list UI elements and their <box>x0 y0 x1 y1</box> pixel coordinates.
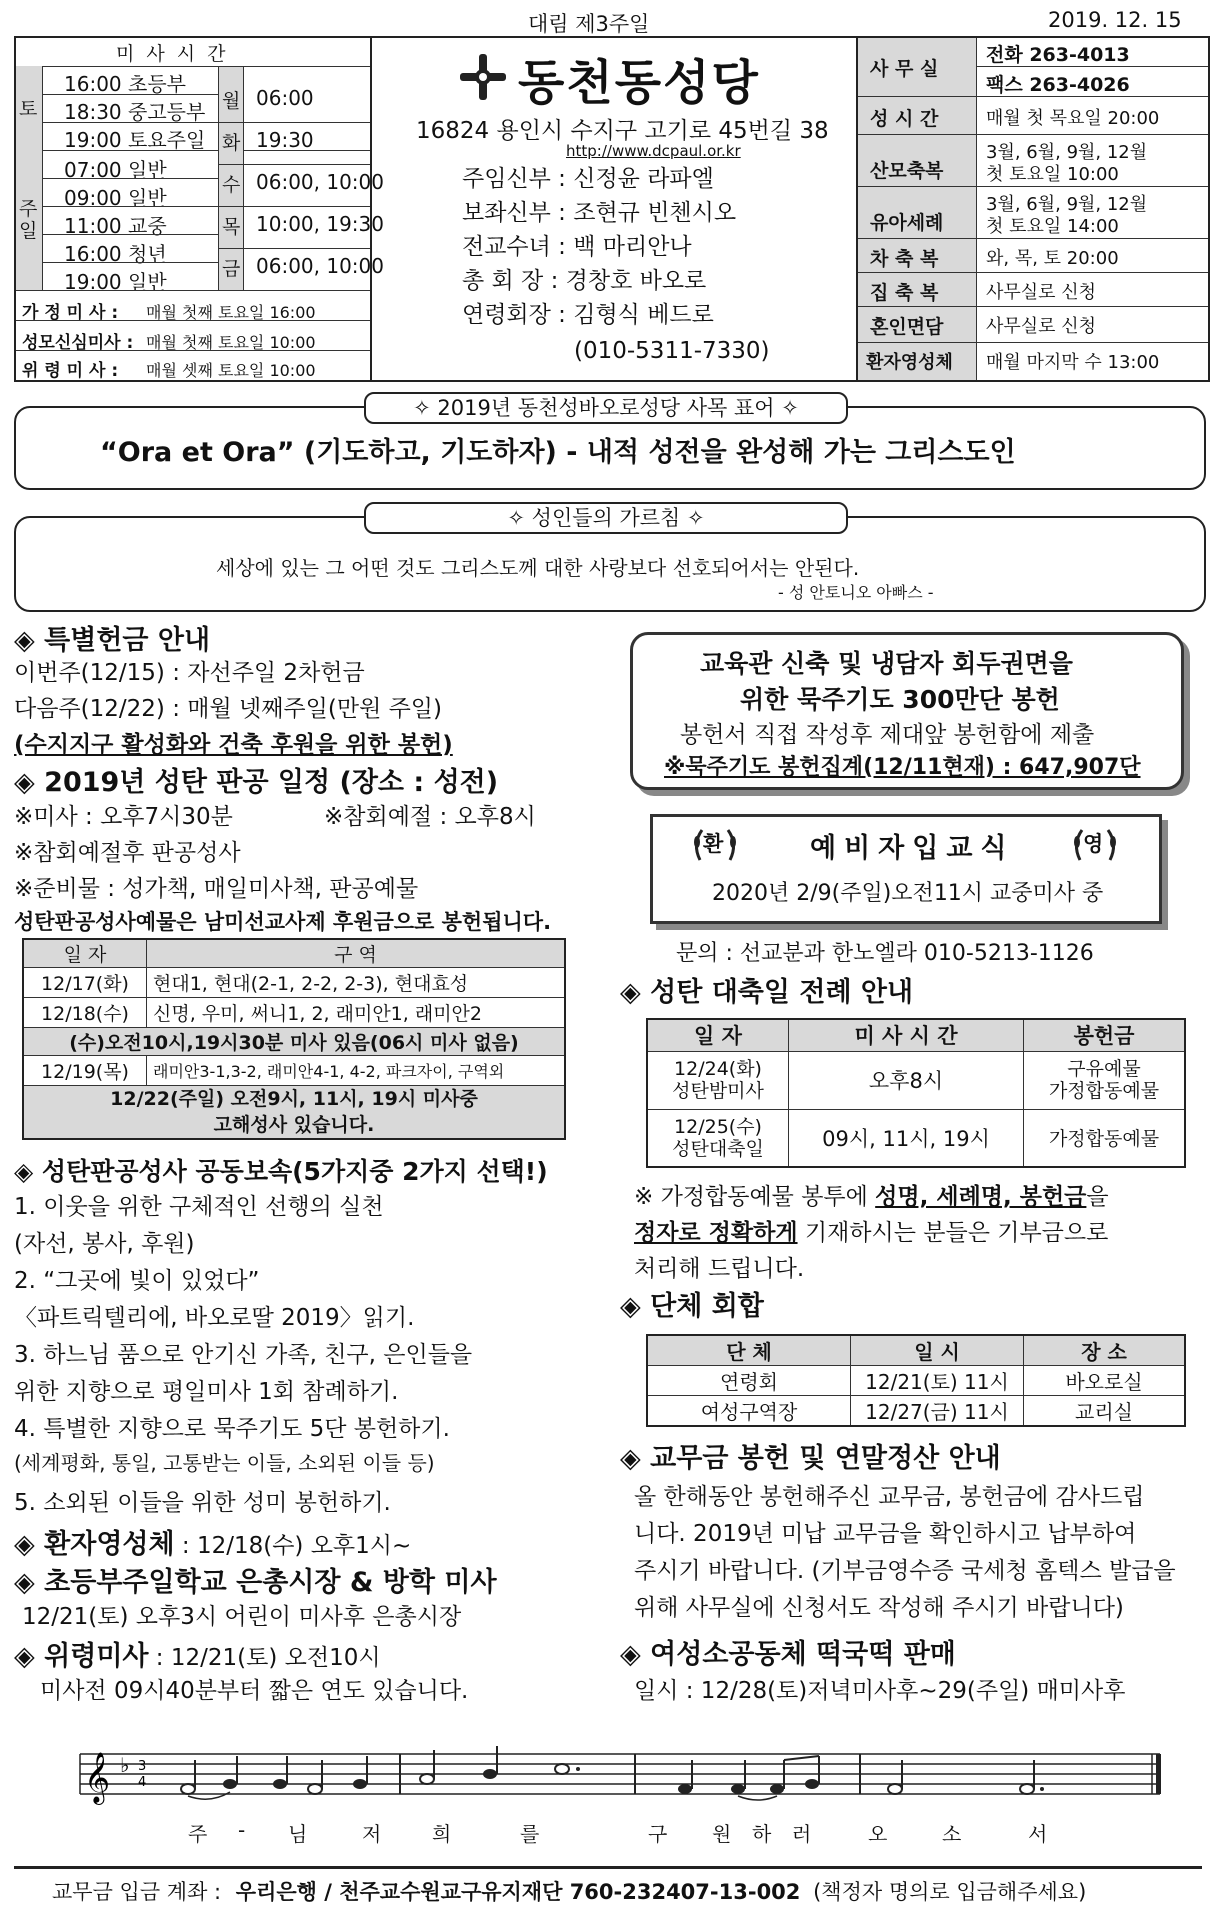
table-header: 구 역 <box>147 939 566 968</box>
list-item: 위한 지향으로 평일미사 1회 참례하기. <box>14 1379 399 1405</box>
confession-penance-time: ※참회예절 : 오후8시 <box>324 804 536 830</box>
footer-bank: 우리은행 / 천주교수원교구유지재단 760-232407-13-002 <box>235 1880 801 1904</box>
note-text: 기재하시는 분들은 기부금으로 <box>797 1220 1109 1246</box>
marian-mass-value: 매월 첫째 토요일 10:00 <box>146 333 316 352</box>
house-blessing-label: 집 축 복 <box>870 282 939 304</box>
sun-mass-4: 16:00 청년 <box>64 242 167 266</box>
staff-name: 조현규 빈첸시오 <box>573 200 737 226</box>
lyric-syllable: 희 <box>432 1822 452 1846</box>
table-header: 미 사 시 간 <box>789 1019 1024 1051</box>
footer-note: (책정자 명의로 입금해주세요) <box>813 1880 1087 1904</box>
saturday-label: 토 <box>19 98 38 120</box>
table-cell: 12/21(토) 11시 <box>851 1366 1024 1396</box>
parish-name: 동천동성당 <box>518 55 760 111</box>
weekday-fri: 금 <box>222 258 241 280</box>
lyric-syllable: 서 <box>1028 1822 1048 1846</box>
sun-mass-1: 07:00 일반 <box>64 158 167 182</box>
family-mass-label: 가 정 미 사 : <box>22 303 119 323</box>
sun-mass-2: 09:00 일반 <box>64 186 167 210</box>
mass-time-table <box>14 36 384 382</box>
lyric-syllable: 를 <box>520 1822 540 1846</box>
christmas-note-3: 처리해 드립니다. <box>634 1256 805 1282</box>
car-blessing-value: 와, 목, 토 20:00 <box>986 248 1119 269</box>
sat-mass-1: 16:00 초등부 <box>64 72 186 96</box>
cell-line: 구유예물 <box>1067 1058 1141 1080</box>
confession-title: ◈ 2019년 성탄 판공 일정 (장소 : 성전) <box>14 767 499 798</box>
table-cell <box>647 1051 789 1109</box>
table-cell: (수)오전10시,19시30분 미사 있음(06시 미사 없음) <box>23 1028 565 1056</box>
house-blessing-value: 사무실로 신청 <box>986 282 1097 303</box>
table-header: 봉헌금 <box>1024 1019 1186 1051</box>
note-emphasis: 성명, 세례명, 봉헌금 <box>875 1184 1087 1210</box>
parish-address: 16824 용인시 수지구 고기로 45번길 38 <box>416 118 829 144</box>
lyric-syllable: 구 <box>648 1822 668 1846</box>
cell-line: 가정합동예물 <box>1048 1080 1160 1102</box>
footer-divider <box>14 1866 1202 1869</box>
motto-text: “Ora et Ora” (기도하고, 기도하자) - 내적 성전을 완성해 가는 그리스도인 <box>100 437 1016 468</box>
table-header: 일 자 <box>23 939 147 968</box>
family-mass-value: 매월 첫째 토요일 16:00 <box>146 303 316 322</box>
special-offering-note: (수지지구 활성화와 건축 후원을 위한 봉헌) <box>14 732 453 758</box>
staff-name: 백 마리안나 <box>573 234 692 260</box>
sat-mass-2: 18:30 중고등부 <box>64 100 206 124</box>
table-cell <box>1024 1051 1186 1109</box>
dues-line: 니다. 2019년 미납 교무금을 확인하시고 납부하여 <box>634 1521 1137 1547</box>
lyric-syllable: 저 <box>362 1822 382 1846</box>
list-item: (세계평화, 통일, 고통받는 이들, 소외된 이들 등) <box>14 1451 435 1475</box>
staff-list <box>462 160 842 330</box>
staff-role: 주임신부 <box>462 166 551 192</box>
office-phone: 전화 263-4013 <box>986 44 1130 66</box>
staff-row: 연령회장 : 김형식 베드로 <box>462 302 714 328</box>
weekday-wed-time: 06:00, 10:00 <box>256 170 384 194</box>
list-item: 〈파트릭텔리에, 바오로딸 2019〉읽기. <box>14 1305 415 1331</box>
adoration-label: 성 시 간 <box>870 108 939 130</box>
requiem-section <box>14 1634 381 1673</box>
sick-communion-label: 환자영성체 <box>866 352 953 373</box>
sunday-school-text: 12/21(토) 오후3시 어린이 미사후 은총시장 <box>22 1604 462 1630</box>
table-cell: 오후8시 <box>789 1051 1024 1109</box>
indulgence-title: ◈ 성탄판공성사 공동보속(5가지중 2가지 선택!) <box>14 1157 548 1186</box>
sunday-label: 주일 <box>19 198 38 242</box>
merged-line: 고해성사 있습니다. <box>213 1114 375 1136</box>
lyric-syllable: 주 <box>188 1822 208 1846</box>
svg-text:♭: ♭ <box>120 1753 130 1777</box>
sick-communion-section <box>14 1522 411 1561</box>
lyric-syllable: - <box>238 1818 246 1842</box>
table-header: 일 시 <box>851 1335 1024 1366</box>
svg-text:3: 3 <box>138 1759 147 1774</box>
welcome-badge-right: 영 <box>1083 832 1104 856</box>
saints-author: - 성 안토니오 아빠스 - <box>778 583 934 602</box>
table-cell: 12/27(금) 11시 <box>851 1396 1024 1427</box>
infant-baptism-value-1: 3월, 6월, 9월, 12월 <box>986 194 1148 215</box>
motto-tag: ✧ 2019년 동천성바오로성당 사목 표어 ✧ <box>364 392 848 424</box>
confession-note: 성탄판공성사예물은 남미선교사제 후원금으로 봉헌됩니다. <box>14 910 552 934</box>
table-header: 일 자 <box>647 1019 789 1051</box>
weekday-mon: 월 <box>222 90 241 112</box>
weekday-tue-time: 19:30 <box>256 128 314 152</box>
list-item: (자선, 봉사, 후원) <box>14 1231 195 1257</box>
sun-mass-3: 11:00 교중 <box>64 214 167 238</box>
list-item: 1. 이웃을 위한 구체적인 선행의 실천 <box>14 1194 384 1220</box>
lyric-syllable: 러 <box>792 1822 812 1846</box>
table-cell: 12/18(수) <box>23 998 147 1028</box>
table-cell: 여성구역장 <box>647 1396 851 1427</box>
list-item: 3. 하느님 품으로 안기신 가족, 친구, 은인들을 <box>14 1342 473 1368</box>
table-row <box>647 1366 1185 1396</box>
list-item: 4. 특별한 지향으로 묵주기도 5단 봉헌하기. <box>14 1416 450 1442</box>
special-offering-line-2: 다음주(12/22) : 매월 넷째주일(만원 주일) <box>14 696 443 722</box>
table-cell: 신명, 우미, 써니1, 2, 래미안1, 래미안2 <box>147 998 566 1028</box>
staff-row: 전교수녀 : 백 마리안나 <box>462 234 692 260</box>
lyric-syllable: 하 <box>752 1822 772 1846</box>
weekday-thu: 목 <box>222 216 241 238</box>
dues-title: ◈ 교무금 봉헌 및 연말정산 안내 <box>620 1443 1001 1474</box>
confession-mass-time: ※미사 : 오후7시30분 <box>14 804 233 830</box>
christmas-note-2 <box>634 1214 1108 1247</box>
staff-row: 총 회 장 : 경창호 바오로 <box>462 268 707 294</box>
catechumen-text: 2020년 2/9(주일)오전11시 교중미사 중 <box>712 881 1104 906</box>
weekday-fri-time: 06:00, 10:00 <box>256 254 384 278</box>
cell-line: 성탄밤미사 <box>672 1080 764 1102</box>
weekday-tue: 화 <box>222 132 241 154</box>
groups-title: ◈ 단체 회합 <box>620 1291 764 1322</box>
lyrics <box>0 1818 1221 1848</box>
requiem-title: ◈ 위령미사 <box>14 1641 149 1672</box>
footer-label: 교무금 입금 계좌 : <box>52 1880 222 1904</box>
requiem-text: : 12/21(토) 오전10시 <box>148 1645 381 1671</box>
mother-blessing-value-1: 3월, 6월, 9월, 12월 <box>986 142 1148 163</box>
music-staff <box>70 1740 1170 1810</box>
christmas-title: ◈ 성탄 대축일 전례 안내 <box>620 977 914 1008</box>
parish-url[interactable]: http://www.dcpaul.or.kr <box>566 142 741 160</box>
staff-role: 전교수녀 <box>462 234 551 260</box>
christmas-note-1 <box>634 1178 1109 1211</box>
rosary-line-3: 봉헌서 직접 작성후 제대앞 봉헌함에 제출 <box>680 722 1095 748</box>
list-item: 5. 소외된 이들을 위한 성미 봉헌하기. <box>14 1490 391 1516</box>
table-cell: 현대1, 현대(2-1, 2-2, 2-3), 현대효성 <box>147 968 566 998</box>
footer <box>52 1876 1086 1906</box>
table-row <box>647 1396 1185 1427</box>
marriage-label: 혼인면담 <box>870 316 944 338</box>
lyric-syllable: 원 <box>712 1822 732 1846</box>
sat-mass-3: 19:00 토요주일 <box>64 128 206 152</box>
indulgence-list <box>14 1188 574 1521</box>
staff-name: 경창호 바오로 <box>565 268 707 294</box>
staff-role: 연령회장 <box>462 302 551 328</box>
weekday-mon-time: 06:00 <box>256 86 314 110</box>
requiem-mass-label: 위 령 미 사 : <box>22 361 119 381</box>
table-cell: 바오로실 <box>1024 1366 1186 1396</box>
table-cell: 12/19(목) <box>23 1056 147 1086</box>
saints-text: 세상에 있는 그 어떤 것도 그리스도께 대한 사랑보다 선호되어서는 안된다. <box>216 556 860 580</box>
list-item: 2. “그곳에 빛이 있었다” <box>14 1268 260 1294</box>
sick-communion-value: 매월 마지막 수 13:00 <box>986 352 1160 373</box>
car-blessing-label: 차 축 복 <box>870 248 939 270</box>
staff-role: 보좌신부 <box>462 200 551 226</box>
svg-text:𝄞: 𝄞 <box>84 1752 111 1803</box>
table-header: 단 체 <box>647 1335 851 1366</box>
table-cell: 교리실 <box>1024 1396 1186 1427</box>
note-text: ※ 가정합동예물 봉투에 <box>634 1184 876 1210</box>
table-cell <box>23 1086 565 1140</box>
weekday-thu-time: 10:00, 19:30 <box>256 212 384 236</box>
table-cell: 래미안3-1,3-2, 래미안4-1, 4-2, 파크자이, 구역외 <box>147 1056 566 1086</box>
staff-name: 김형식 베드로 <box>573 302 714 328</box>
mother-blessing-label: 산모축복 <box>870 160 944 182</box>
table-cell: 연령회 <box>647 1366 851 1396</box>
groups-table <box>646 1334 1186 1427</box>
marian-mass-label: 성모신심미사 : <box>22 333 134 353</box>
table-cell <box>647 1109 789 1167</box>
rosary-line-1: 교육관 신축 및 냉담자 회두권면을 <box>700 649 1073 678</box>
mass-table-title: 미 사 시 간 <box>116 43 229 65</box>
confession-schedule-table <box>22 938 566 1140</box>
special-offering-line-1: 이번주(12/15) : 자선주일 2차헌금 <box>14 660 365 686</box>
office-label: 사 무 실 <box>870 58 939 80</box>
lyric-syllable: 오 <box>868 1822 888 1846</box>
table-cell: 12/17(화) <box>23 968 147 998</box>
merged-line: 12/22(주일) 오전9시, 11시, 19시 미사중 <box>110 1088 478 1110</box>
staff-row: 주임신부 : 신정윤 라파엘 <box>462 166 714 192</box>
cell-line: 12/24(화) <box>674 1058 762 1080</box>
catechumen-title: 예비자입교식 <box>810 833 1015 864</box>
confession-line-2: ※참회예절후 판공성사 <box>14 840 241 866</box>
cell-line: 12/25(수) <box>674 1115 762 1138</box>
special-offering-title: ◈ 특별헌금 안내 <box>14 625 211 656</box>
mother-blessing-value-2: 첫 토요일 10:00 <box>986 164 1119 185</box>
note-text: 을 <box>1086 1184 1109 1210</box>
sick-communion-title: ◈ 환자영성체 <box>14 1529 175 1560</box>
staff-role: 총 회 장 <box>462 268 544 294</box>
catechumen-contact: 문의 : 선교분과 한노엘라 010-5213-1126 <box>676 941 1094 966</box>
requiem-mass-value: 매월 셋째 토요일 10:00 <box>146 361 316 380</box>
table-cell: 가정합동예물 <box>1024 1109 1186 1167</box>
svg-text:4: 4 <box>138 1775 147 1790</box>
dues-line: 주시기 바랍니다. (기부금영수증 국세청 홈텍스 발급을 <box>634 1558 1176 1584</box>
issue-date: 2019. 12. 15 <box>1048 8 1182 32</box>
rice-cake-text: 일시 : 12/28(토)저녁미사후~29(주일) 매미사후 <box>634 1678 1126 1704</box>
office-info-table <box>856 36 1210 382</box>
weekday-wed: 수 <box>222 174 241 196</box>
staff-name: 신정윤 라파엘 <box>573 166 714 192</box>
dues-body <box>634 1478 1176 1626</box>
staff-row: 보좌신부 : 조현규 빈첸시오 <box>462 200 737 226</box>
adoration-value: 매월 첫 목요일 20:00 <box>986 108 1160 129</box>
rosary-line-2: 위한 묵주기도 300만단 봉헌 <box>740 685 1060 714</box>
table-cell: 09시, 11시, 19시 <box>789 1109 1024 1167</box>
dues-line: 올 한해동안 봉헌해주신 교무금, 봉헌금에 감사드립 <box>634 1484 1145 1510</box>
note-emphasis: 정자로 정확하게 <box>634 1220 798 1246</box>
confession-line-3: ※준비물 : 성가책, 매일미사책, 판공예물 <box>14 876 419 902</box>
welcome-badge-left: 환 <box>703 832 724 856</box>
parish-phone: (010-5311-7330) <box>574 338 770 364</box>
cross-icon <box>458 52 508 102</box>
infant-baptism-label: 유아세례 <box>870 212 944 234</box>
marriage-value: 사무실로 신청 <box>986 316 1097 337</box>
infant-baptism-value-2: 첫 토요일 14:00 <box>986 216 1119 237</box>
sick-communion-text: : 12/18(수) 오후1시~ <box>174 1533 412 1559</box>
week-label: 대림 제3주일 <box>528 12 650 36</box>
lyric-syllable: 님 <box>288 1822 308 1846</box>
sun-mass-5: 19:00 일반 <box>64 270 167 294</box>
table-header: 장 소 <box>1024 1335 1186 1366</box>
sunday-school-title: ◈ 초등부주일학교 은총시장 & 방학 미사 <box>14 1567 497 1598</box>
cell-line: 성탄대축일 <box>672 1137 764 1160</box>
rosary-line-4: ※묵주기도 봉헌집계(12/11현재) : 647,907단 <box>664 755 1141 780</box>
saints-tag: ✧ 성인들의 가르침 ✧ <box>364 502 848 534</box>
requiem-line: 미사전 09시40분부터 짧은 연도 있습니다. <box>40 1678 469 1704</box>
office-fax: 팩스 263-4026 <box>986 74 1130 96</box>
lyric-syllable: 소 <box>942 1822 962 1846</box>
rice-cake-title: ◈ 여성소공동체 떡국떡 판매 <box>620 1639 956 1670</box>
christmas-table <box>646 1018 1186 1168</box>
dues-line: 위해 사무실에 신청서도 작성해 주시기 바랍니다) <box>634 1595 1124 1621</box>
